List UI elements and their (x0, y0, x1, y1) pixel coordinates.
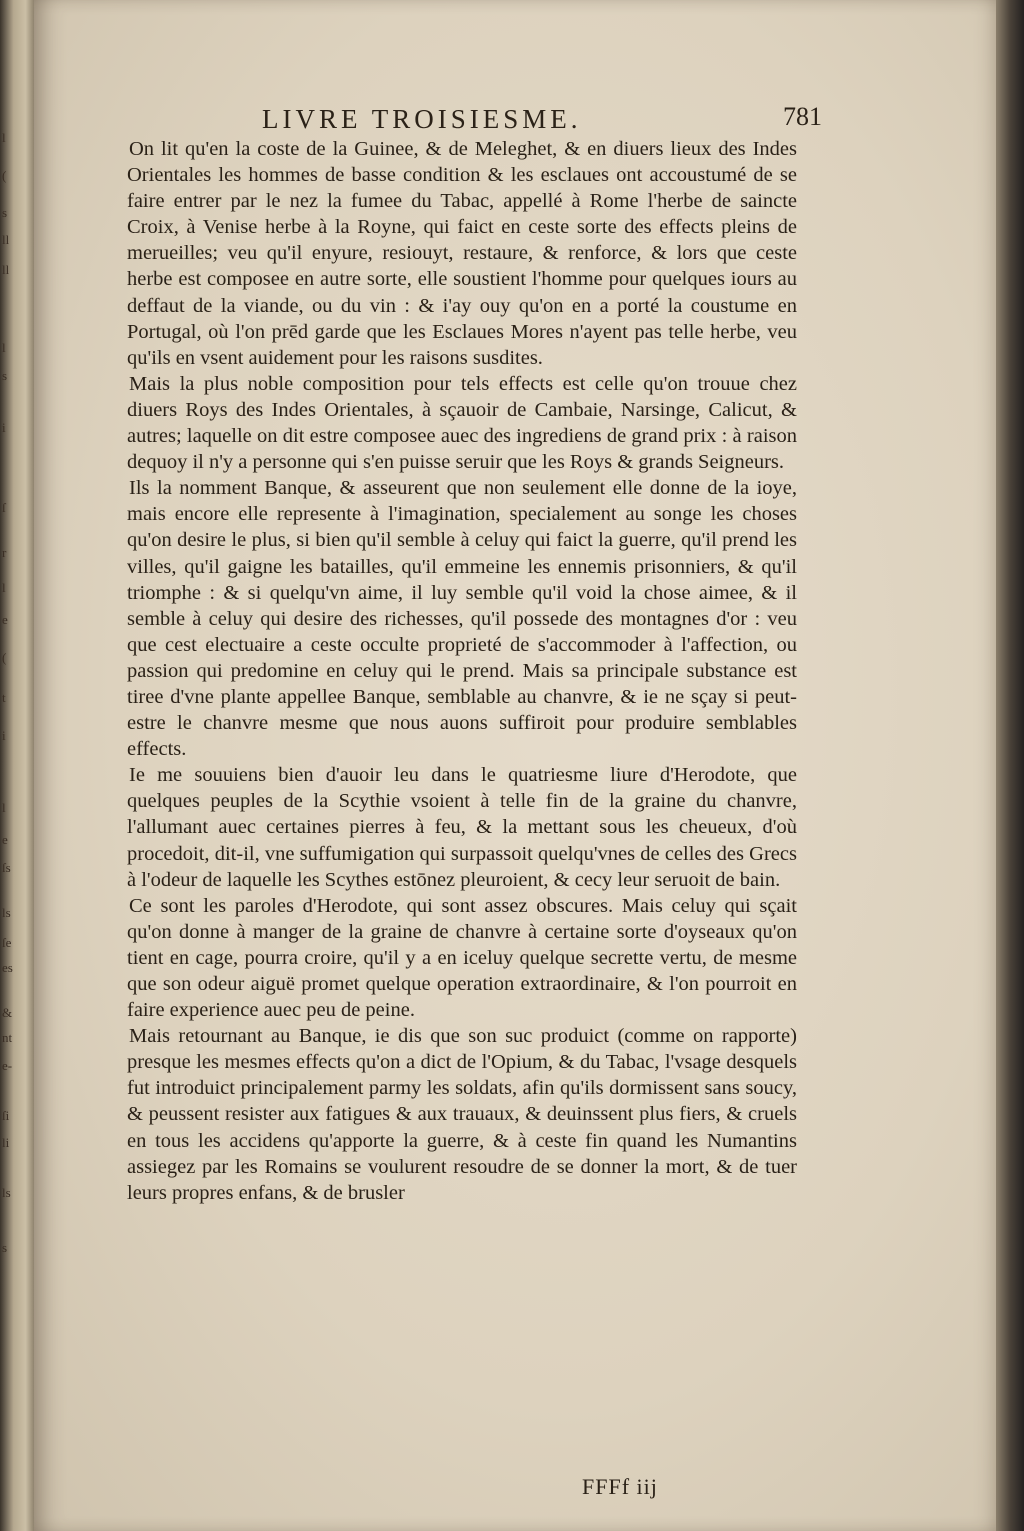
bleed-mark: ls (2, 1185, 11, 1200)
paragraph: Ils la nomment Banque, & asseurent que non seulement elle donne de la ioye, mais encore elle represente à l'imagination, specialement au songe les choses qu'on desire le plus, si bien qu'il semble à celuy qui faict la guerre, qu'il prend les villes, qu'il gaigne les batailles, qu'il emmeine les ennemis prisonniers, & qu'il triomphe : & si quelqu'vn aime, il luy semble qu'il void la chose aimee, & il semble à celuy qui desire des richesses, qu'il possede des montagnes d'or : veu que cest electuaire a ceste occulte proprieté de s'accommoder à l'affection, ou passion qui predomine en celuy qui le prend. Mais sa principale substance est tiree d'vne plante appellee Banque, semblable au chanvre, & ie ne sçay si peut-estre le chanvre mesme que nous auons suffiroit pour produire semblables effects. (127, 477, 797, 761)
bleed-mark: ls (2, 905, 11, 920)
bleed-mark: ll (2, 262, 10, 277)
bleed-mark: ſi (2, 1108, 10, 1123)
paragraph: Mais la plus noble composition pour tels effects est celle qu'on trouue chez diuers Roys des Indes Orientales, à sçauoir de Cambaie, Narsinge, Calicut, & autres; laquelle on dit estre composee auec des ingrediens de grand prix : à raison dequoy il n'y a personne qui s'en puisse seruir que les Roys & grands Seigneurs. (127, 372, 797, 474)
bleed-mark: l (2, 800, 6, 815)
paragraph: Ie me souuiens bien d'auoir leu dans le quatriesme liure d'Herodote, que quelques peuples de la Scythie vsoient à telle fin de la graine du chanvre, l'allumant auec certaines pierres à feu, & la mettant sous les cheueux, d'où procedoit, dit-il, vne suffumigation qui surpassoit quelqu'vnes de celles des Grecs à l'odeur de laquelle les Scythes estōnez pleuroient, & cecy leur seruoit de bain. (127, 764, 797, 891)
signature-mark: FFFf iij (582, 1474, 658, 1499)
paragraph: On lit qu'en la coste de la Guinee, & de Meleghet, & en diuers lieux des Indes Orientales les hommes de basse condition & les esclaues ont accoustumé de se faire entrer par le nez la fumee du Tabac, appellé à Rome l'herbe de saincte Croix, à Venise herbe à la Royne, qui faict en ceste sorte des effects pleins de merueilles; veu qu'il enyure, resiouyt, restaure, & renforce, & lors que ceste herbe est composee en autre sorte, elle soustient l'homme pour quelques iours au deffaut de la viande, ou du vin : & i'ay ouy qu'on en a porté la coustume en Portugal, où l'on prēd garde que les Esclaues Mores n'ayent pas telle herbe, veu qu'ils en vsent auidement pour les raisons susdites. (127, 138, 797, 369)
bleed-mark: ſs (2, 860, 11, 875)
bleed-mark: ( (2, 650, 7, 665)
bleed-mark: & (2, 1005, 13, 1020)
bleed-mark: es (2, 960, 13, 975)
bleed-mark: nt (2, 1030, 13, 1045)
running-header: LIVRE TROISIESME. (262, 104, 582, 134)
page-fore-edge (996, 0, 1024, 1531)
paragraph: Mais retournant au Banque, ie dis que son suc produict (comme on rapporte) presque les mesmes effects qu'on a dict de l'Opium, & du Tabac, l'vsage desquels fut introduict principalement parmy les soldats, afin qu'ils dormissent sans soucy, & peussent resister aux fatigues & aux trauaux, & deuinssent plus fiers, & cruels en tous les accidens qu'apporte la guerre, & à ceste fin quand les Numantins assiegez par les Romains se voulurent resoudre de se donner la mort, & de tuer leurs propres enfans, & de brusler (127, 1025, 797, 1204)
page-number: 781 (783, 102, 822, 131)
bleed-mark: l (2, 340, 6, 355)
bleed-mark: ll (2, 232, 10, 247)
book-page (34, 0, 996, 1531)
bleed-mark: ſe (2, 935, 12, 950)
bleed-mark: i (2, 728, 6, 743)
bleed-mark: ſ (2, 500, 6, 515)
bleed-mark: l (2, 130, 6, 145)
bleed-mark: e- (2, 1058, 13, 1073)
bleed-mark: s (2, 205, 8, 220)
bleed-mark: e (2, 832, 8, 847)
body-text (127, 136, 797, 1206)
bleed-mark: t (2, 690, 6, 705)
bleed-mark: s (2, 1240, 8, 1255)
bleed-mark: s (2, 368, 8, 383)
bleed-mark: i (2, 420, 6, 435)
bleed-mark: e (2, 612, 8, 627)
facing-page-bleed (0, 0, 34, 1531)
bleed-mark: li (2, 1135, 10, 1150)
paragraph: Ce sont les paroles d'Herodote, qui sont assez obscures. Mais celuy qui sçait qu'on donne à manger de la graine de chanvre à certaine sorte d'oyseaux qu'on tient en cage, pourra croire, qu'il y a en iceluy quelque secrette vertu, de mesme que son odeur aiguë promet quelque operation extraordinaire, & l'on pourroit en faire experience auec peu de peine. (127, 894, 797, 1022)
bleed-mark: ( (2, 168, 7, 183)
bleed-mark: r (2, 545, 7, 560)
bleed-mark: l (2, 580, 6, 595)
